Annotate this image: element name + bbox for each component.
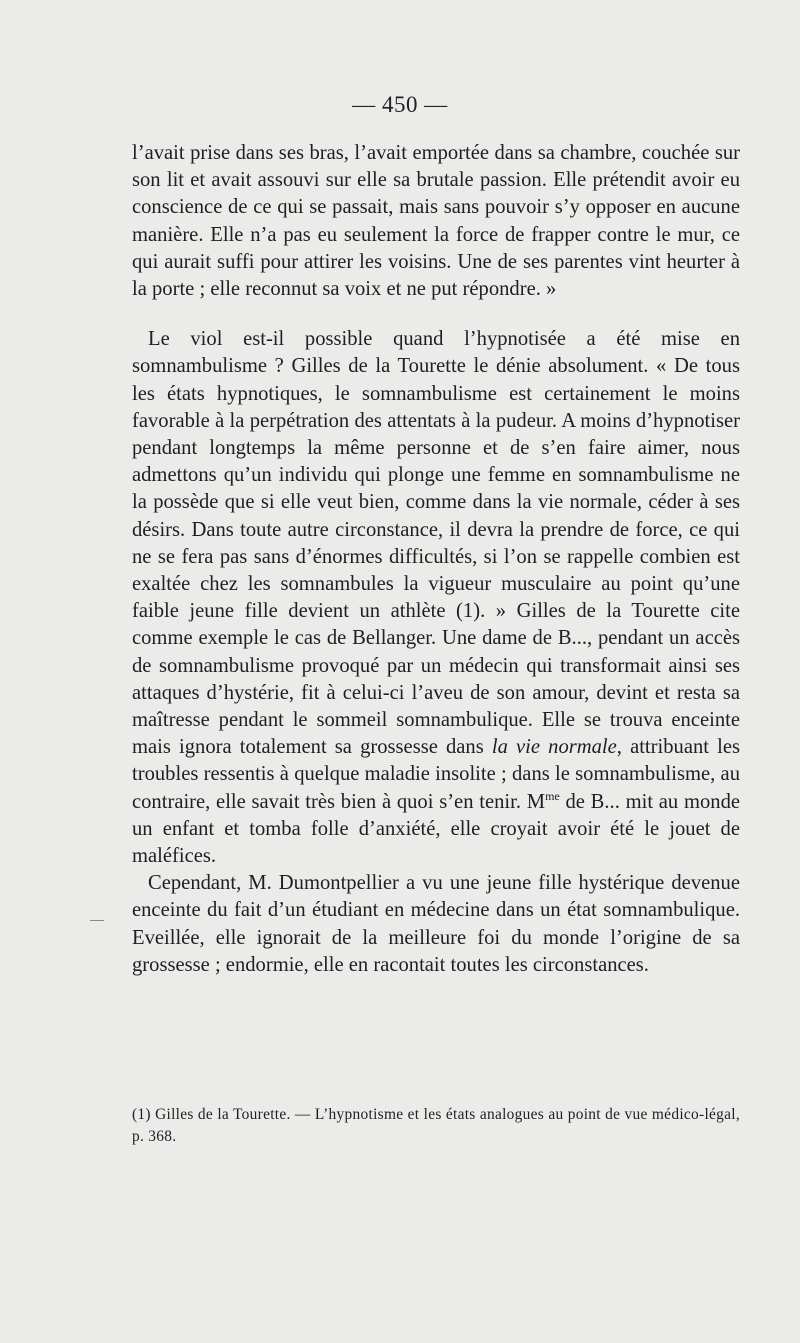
- honorific-abbreviation: [526, 788, 560, 813]
- honorific-superscript: me: [545, 788, 560, 803]
- main-text: [132, 140, 740, 979]
- paragraph-somnambulism-text-middle: , attribuant les troubles ressentis à quelque maladie insolite ; dans le somnambulisme, au contraire, elle savait très bien à quoi s’en tenir.: [132, 736, 740, 813]
- paragraph-somnambulism: [132, 326, 740, 870]
- honorific-letter: M: [526, 790, 546, 813]
- footnote: (1) Gilles de la Tourette. — L’hypnotisme et les états analogues au point de vue médico-légal, p. 368.: [132, 1106, 740, 1145]
- paragraph-continued: l’avait prise dans ses bras, l’avait emportée dans sa chambre, couchée sur son lit et avait assouvi sur elle sa brutale passion. Elle prétendit avoir eu conscience de ce qui se passait, mais sans pouvoir s’y opposer en aucune manière. Elle n’a pas eu seulement la force de frapper contre le mur, ce qui aurait suffi pour attirer les voisins. Une de ses parentes vint heurter à la porte ; elle reconnut sa voix et ne put répondre. »: [132, 142, 740, 301]
- paragraph-dumontpellier: Cependant, M. Dumontpellier a vu une jeune fille hystérique devenue enceinte du fait d’un étudiant en médecine dans un état somnambulique. Eveillée, elle ignorait de la meilleure foi du monde l’origine de sa grossesse ; endormie, elle en racontait toutes les circonstances.: [132, 872, 740, 976]
- paragraph-somnambulism-text-end: de B... mit au monde un enfant et tomba folle d’anxiété, elle croyait avoir été le jouet de maléfices.: [132, 790, 741, 868]
- margin-mark: [90, 920, 104, 921]
- paragraph-somnambulism-text-start: Le viol est-il possible quand l’hypnotisée a été mise en somnambulisme ? Gilles de la Tourette le dénie absolument. « De tous les états hypnotiques, le somnambulisme est certainement le moins favorable à la perpétration des attentats à la pudeur. A moins d’hypnotiser pendant longtemps la même personne et de s’en faire aimer, nous admettons qu’un individu qui plonge une femme en somnambulisme ne la possède que si elle veut bien, comme dans la vie normale, céder à ses désirs. Dans toute autre circonstance, il devra la prendre de force, ce qui ne se fera pas sans d’énormes difficultés, si l’on se rappelle combien est exaltée chez les somnambules la vigueur musculaire au point qu’une faible jeune fille devient un athlète (1). » Gilles de la Tourette cite comme exemple le cas de Bellanger. Une dame de B..., pendant un accès de somnambulisme provoqué par un médecin qui transformait ainsi ses attaques d’hystérie, fit à celui-ci l’aveu de son amour, devint et resta sa maîtresse pendant le sommeil somnambulique. Elle se trouva enceinte mais ignora totalement sa grossesse dans: [132, 328, 740, 759]
- italic-phrase: la vie normale: [491, 736, 617, 759]
- page-number: — 450 —: [352, 92, 448, 117]
- paragraph-gap: [132, 303, 740, 326]
